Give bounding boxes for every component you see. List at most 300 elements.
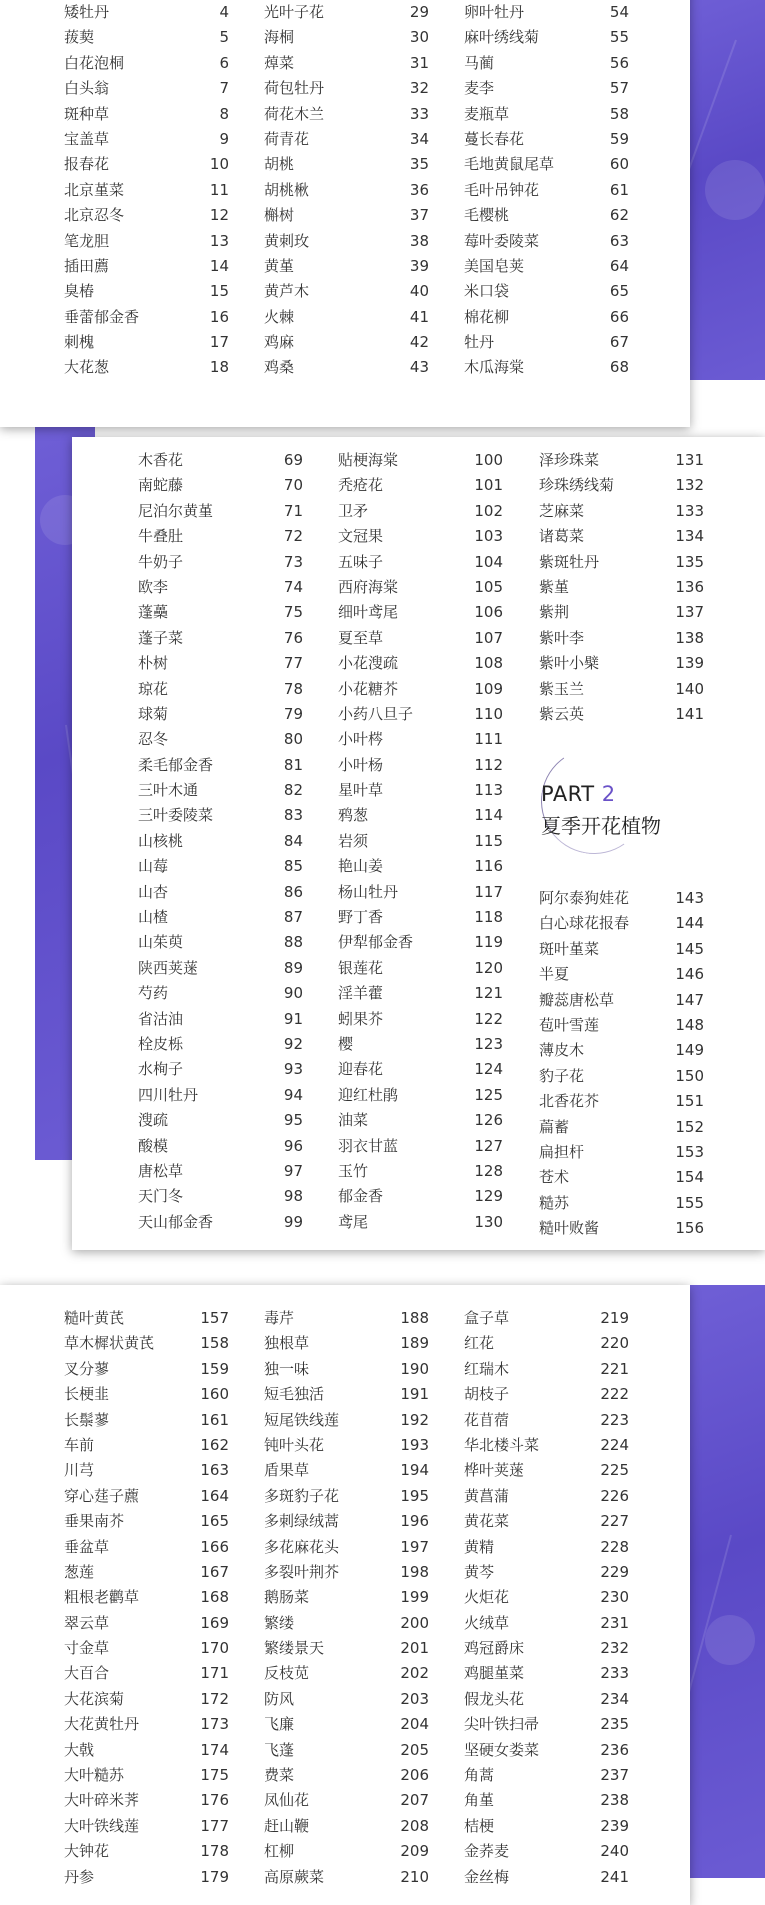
page-number: 136 [675,577,704,596]
index-entry [464,355,629,380]
page-number: 116 [474,857,503,876]
plant-name: 紫云英 [539,704,585,723]
plant-name: 淫羊藿 [338,984,384,1003]
page-number: 144 [675,914,704,933]
page-number: 108 [474,654,503,673]
plant-name: 紫斑牡丹 [539,552,600,571]
page-number: 194 [400,1461,429,1480]
plant-name: 木香花 [138,451,184,469]
page-number: 122 [474,1009,503,1028]
index-entry [264,127,429,152]
index-entry [464,102,629,127]
index-entry [338,677,503,702]
index-entry [264,1738,429,1763]
index-entry [64,279,229,304]
index-entry [64,1661,229,1686]
index-entry [464,1331,629,1356]
index-entry [138,753,303,778]
index-entry [138,956,303,981]
page-number: 163 [200,1461,229,1480]
index-entry [64,1712,229,1737]
page-number: 145 [675,939,704,958]
index-entry [64,229,229,254]
page-number: 16 [209,307,229,326]
plant-name: 陕西荚蒾 [138,958,199,977]
index-entry [464,0,629,25]
plant-name: 苞叶雪莲 [539,1015,600,1034]
index-entry [64,1382,229,1407]
index-entry [464,152,629,177]
index-column [464,0,629,381]
page-number: 41 [409,307,429,326]
plant-name: 繁缕 [264,1613,295,1632]
index-entry [64,1458,229,1483]
index-entry [464,254,629,279]
plant-name: 天门冬 [138,1187,184,1206]
plant-name: 毛叶吊钟花 [464,180,540,199]
index-entry [138,829,303,854]
page-number: 79 [283,704,303,723]
page-number: 206 [400,1766,429,1785]
page-number: 6 [219,53,229,72]
index-entry [338,880,503,905]
page-number: 167 [200,1562,229,1581]
page-number: 71 [283,501,303,520]
page-number: 140 [675,679,704,698]
plant-name: 凤仙花 [264,1791,310,1810]
plant-name: 鸡冠爵床 [464,1639,525,1658]
plant-name: 细叶鸢尾 [338,603,399,622]
plant-name: 假龙头花 [464,1689,525,1708]
page-number: 18 [209,358,229,377]
page-number: 69 [283,451,303,469]
index-entry [539,1140,704,1165]
page-number: 166 [200,1537,229,1556]
index-entry [264,1306,429,1331]
page-number: 156 [675,1219,704,1238]
plant-name: 薄皮木 [539,1041,585,1060]
index-entry [138,803,303,828]
page-number: 98 [283,1187,303,1206]
plant-name: 尖叶铁扫帚 [464,1715,540,1734]
plant-name: 鸡麻 [264,333,295,352]
index-entry [64,1687,229,1712]
page-number: 202 [400,1664,429,1683]
plant-name: 黄精 [464,1537,495,1556]
page-number: 120 [474,958,503,977]
plant-name: 白心球花报春 [539,914,630,933]
index-entry [464,1458,629,1483]
index-entry [338,1007,503,1032]
plant-name: 水栒子 [138,1060,184,1079]
plant-name: 西府海棠 [338,577,399,596]
plant-name: 荷包牡丹 [264,79,325,98]
index-entry [539,651,704,676]
plant-name: 北香花芥 [539,1092,600,1111]
index-entry [464,76,629,101]
page-number: 150 [675,1066,704,1085]
plant-name: 羽衣甘蓝 [338,1136,399,1155]
page-number: 233 [600,1664,629,1683]
plant-name: 火绒草 [464,1613,510,1632]
page-number: 92 [283,1034,303,1053]
page-number: 112 [474,755,503,774]
index-entry [264,330,429,355]
page-number: 42 [409,333,429,352]
plant-name: 岩须 [338,831,369,850]
index-entry [464,203,629,228]
plant-name: 小药八旦子 [338,704,414,723]
index-entry [64,0,229,25]
plant-name: 草木樨状黄芪 [64,1334,155,1353]
index-entry [264,305,429,330]
page-number: 141 [675,704,704,723]
page-number: 134 [675,527,704,546]
plant-name: 四川牡丹 [138,1085,199,1104]
page-number: 196 [400,1512,429,1531]
page-number: 239 [600,1816,629,1835]
plant-name: 唐松草 [138,1161,184,1180]
index-entry [539,626,704,651]
plant-name: 糙苏 [539,1193,570,1212]
page-number: 82 [283,781,303,800]
index-entry [338,473,503,498]
page-number: 153 [675,1142,704,1161]
index-entry [338,1210,503,1235]
page-number: 77 [283,654,303,673]
page-number: 188 [400,1309,429,1327]
index-entry [264,1865,429,1890]
page-number: 131 [675,451,704,469]
index-entry [64,1738,229,1763]
index-entry [64,305,229,330]
index-column [138,448,303,1235]
plant-name: 五味子 [338,552,384,571]
index-entry [539,1089,704,1114]
plant-name: 夏至草 [338,628,384,647]
page-number: 88 [283,933,303,952]
plant-name: 大百合 [64,1664,110,1683]
plant-name: 丹参 [64,1867,95,1886]
index-entry [264,1484,429,1509]
plant-name: 寸金草 [64,1639,110,1658]
plant-name: 飞廉 [264,1715,295,1734]
index-entry [138,778,303,803]
plant-name: 糙叶黄芪 [64,1309,125,1327]
plant-name: 穿心莛子藨 [64,1486,140,1505]
page-number: 35 [409,155,429,174]
index-entry [338,1083,503,1108]
page-number: 170 [200,1639,229,1658]
index-entry [338,1184,503,1209]
page-number: 39 [409,256,429,275]
page-number: 151 [675,1092,704,1111]
index-entry [338,956,503,981]
page-number: 146 [675,965,704,984]
index-entry [338,651,503,676]
plant-name: 三叶委陵菜 [138,806,214,825]
index-entry [64,51,229,76]
page-number: 113 [474,781,503,800]
plant-name: 反枝苋 [264,1664,310,1683]
plant-name: 黄花菜 [464,1512,510,1531]
plant-name: 紫叶小檗 [539,654,600,673]
plant-name: 牛叠肚 [138,527,184,546]
page-number: 37 [409,206,429,225]
page-number: 200 [400,1613,429,1632]
purple-band-bottom-right [690,1285,765,1878]
index-entry [264,1611,429,1636]
plant-name: 小花溲疏 [338,654,399,673]
page-number: 124 [474,1060,503,1079]
index-entry [338,753,503,778]
page-number: 226 [600,1486,629,1505]
index-entry [539,702,704,727]
plant-name: 半夏 [539,965,570,984]
page-number: 38 [409,231,429,250]
plant-name: 鸢尾 [338,1212,369,1231]
plant-name: 白花泡桐 [64,53,125,72]
plant-name: 槲树 [264,206,295,225]
page-number: 198 [400,1562,429,1581]
plant-name: 刺槐 [64,333,95,352]
page-number: 189 [400,1334,429,1353]
index-column [64,1306,229,1890]
plant-name: 红瑞木 [464,1359,510,1378]
index-entry [464,330,629,355]
plant-name: 鸡桑 [264,358,295,377]
page-number: 96 [283,1136,303,1155]
page-number: 14 [209,256,229,275]
index-entry [138,727,303,752]
page-number: 8 [219,104,229,123]
page-number: 204 [400,1715,429,1734]
page-number: 205 [400,1740,429,1759]
plant-name: 菝葜 [64,28,95,47]
index-column [539,448,704,727]
plant-name: 垂果南芥 [64,1512,125,1531]
index-entry [264,254,429,279]
page-number: 15 [209,282,229,301]
plant-name: 短尾铁线莲 [264,1410,340,1429]
index-entry [264,1433,429,1458]
plant-name: 蓬蘽 [138,603,169,622]
plant-name: 高原蕨菜 [264,1867,325,1886]
page-number: 32 [409,79,429,98]
index-entry [338,1159,503,1184]
index-entry [338,626,503,651]
index-column [264,0,429,381]
plant-name: 飞蓬 [264,1740,295,1759]
plant-name: 宝盖草 [64,129,110,148]
plant-name: 牡丹 [464,333,495,352]
index-entry [64,1535,229,1560]
plant-name: 黄芩 [464,1562,495,1581]
page-number: 195 [400,1486,429,1505]
page-number: 90 [283,984,303,1003]
index-entry [338,524,503,549]
page-number: 222 [600,1385,629,1404]
index-entry [264,1712,429,1737]
index-entry [64,1763,229,1788]
page-number: 30 [409,28,429,47]
page-number: 64 [609,256,629,275]
plant-name: 光叶子花 [264,3,325,21]
page-number: 105 [474,577,503,596]
plant-name: 贴梗海棠 [338,451,399,469]
plant-name: 防风 [264,1689,295,1708]
plant-name: 忍冬 [138,730,169,749]
index-entry [264,1331,429,1356]
index-entry [264,1763,429,1788]
index-entry [264,152,429,177]
page-number: 34 [409,129,429,148]
page-number: 62 [609,206,629,225]
index-column [264,1306,429,1890]
plant-name: 毛樱桃 [464,206,510,225]
page-number: 149 [675,1041,704,1060]
plant-name: 迎春花 [338,1060,384,1079]
index-entry [338,1134,503,1159]
plant-name: 长梗韭 [64,1385,110,1404]
plant-name: 麻叶绣线菊 [464,28,540,47]
index-entry [138,473,303,498]
page-number: 89 [283,958,303,977]
index-entry [138,626,303,651]
page-number: 76 [283,628,303,647]
plant-name: 多刺绿绒蒿 [264,1512,340,1531]
index-entry [64,1611,229,1636]
index-entry [464,1611,629,1636]
index-entry [338,1108,503,1133]
index-entry [539,524,704,549]
index-entry [264,51,429,76]
plant-name: 荷花木兰 [264,104,325,123]
plant-name: 斑种草 [64,104,110,123]
plant-name: 大花滨菊 [64,1689,125,1708]
page-number: 234 [600,1689,629,1708]
index-entry [138,1210,303,1235]
page-number: 135 [675,552,704,571]
plant-name: 卵叶牡丹 [464,3,525,21]
index-entry [138,1083,303,1108]
plant-name: 黄刺玫 [264,231,310,250]
index-entry [138,1184,303,1209]
index-entry [464,229,629,254]
index-entry [264,1535,429,1560]
plant-name: 坚硬女娄菜 [464,1740,540,1759]
index-entry [539,677,704,702]
plant-name: 玉竹 [338,1161,369,1180]
index-entry [539,550,704,575]
plant-name: 北京堇菜 [64,180,125,199]
page-number: 103 [474,527,503,546]
index-entry [464,1788,629,1813]
flower-decoration [705,160,765,220]
page-number: 10 [209,155,229,174]
plant-name: 马蔺 [464,53,495,72]
index-entry [464,305,629,330]
index-entry [338,575,503,600]
plant-name: 盒子草 [464,1309,510,1327]
plant-name: 多斑豹子花 [264,1486,340,1505]
plant-name: 蔊菜 [264,53,295,72]
page-number: 72 [283,527,303,546]
page-number: 152 [675,1117,704,1136]
page-number: 100 [474,451,503,469]
plant-name: 糙叶败酱 [539,1219,600,1238]
index-entry [64,1814,229,1839]
page-number: 101 [474,476,503,495]
plant-name: 大叶铁线莲 [64,1816,140,1835]
page-number: 43 [409,358,429,377]
page-number: 169 [200,1613,229,1632]
page-number: 177 [200,1816,229,1835]
plant-name: 诸葛菜 [539,527,585,546]
page-number: 165 [200,1512,229,1531]
plant-name: 垂蕾郁金香 [64,307,140,326]
index-entry [138,550,303,575]
plant-name: 小叶梣 [338,730,384,749]
plant-name: 阿尔泰狗娃花 [539,889,630,907]
index-entry [464,1865,629,1890]
plant-name: 麦李 [464,79,495,98]
flower-decoration [705,1615,755,1665]
plant-name: 荷青花 [264,129,310,148]
page-number: 201 [400,1639,429,1658]
page-number: 208 [400,1816,429,1835]
plant-name: 黄菖蒲 [464,1486,510,1505]
page-number: 236 [600,1740,629,1759]
page-number: 110 [474,704,503,723]
page-number: 224 [600,1435,629,1454]
page-number: 199 [400,1588,429,1607]
page-number: 115 [474,831,503,850]
plant-name: 溲疏 [138,1111,169,1130]
plant-name: 三叶木通 [138,781,199,800]
page-number: 240 [600,1842,629,1861]
index-entry [64,1865,229,1890]
page-number: 129 [474,1187,503,1206]
plant-name: 米口袋 [464,282,510,301]
plant-name: 花苜蓿 [464,1410,510,1429]
page-number: 173 [200,1715,229,1734]
plant-name: 多裂叶荆芥 [264,1562,340,1581]
index-entry [64,1306,229,1331]
index-entry [338,448,503,473]
plant-name: 天山郁金香 [138,1212,214,1231]
plant-name: 大戟 [64,1740,95,1759]
page-number: 67 [609,333,629,352]
plant-name: 瓣蕊唐松草 [539,990,615,1009]
index-entry [64,178,229,203]
page-number: 54 [609,3,629,21]
plant-name: 桔梗 [464,1816,495,1835]
plant-name: 山杏 [138,882,169,901]
index-entry [138,575,303,600]
page-number: 60 [609,155,629,174]
index-entry [464,127,629,152]
plant-name: 棉花柳 [464,307,510,326]
page-number: 9 [219,129,229,148]
index-entry [138,1159,303,1184]
index-entry [64,76,229,101]
page-number: 175 [200,1766,229,1785]
index-entry [539,1038,704,1063]
plant-name: 矮牡丹 [64,3,110,21]
page-number: 119 [474,933,503,952]
index-entry [64,355,229,380]
